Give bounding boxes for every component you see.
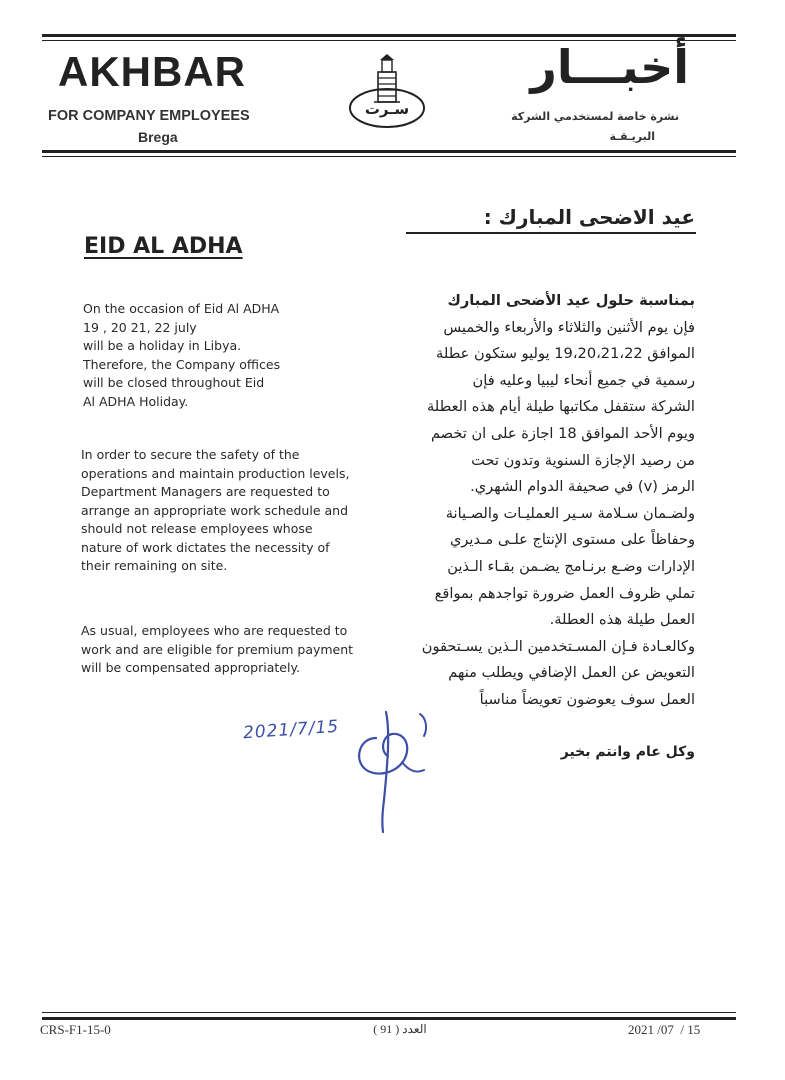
header-rule-bottom-thin xyxy=(42,156,736,157)
english-line: Department Managers are requested to xyxy=(81,484,330,499)
masthead-location-ar: البريـقـة xyxy=(609,130,655,143)
english-line: In order to secure the safety of the xyxy=(81,447,300,462)
english-line: will be closed throughout Eid xyxy=(83,375,265,390)
company-logo xyxy=(344,52,430,132)
english-line: work and are eligible for premium payment xyxy=(81,641,354,657)
footer-rule-thick xyxy=(42,1017,736,1020)
english-line: Therefore, the Company offices xyxy=(83,356,281,372)
arabic-heading: عيد الاضحى المبارك : xyxy=(483,205,695,229)
arabic-line: الإدارات وضـع برنـامج يضـمن بقـاء الـذين xyxy=(447,557,695,575)
lighthouse-logo-icon xyxy=(344,52,430,132)
english-line: On the occasion of Eid Al ADHA xyxy=(83,301,280,316)
masthead-title-en: AKHBAR xyxy=(58,48,246,95)
header-rule-top-thick xyxy=(42,34,736,37)
masthead-subtitle-en: FOR COMPANY EMPLOYEES xyxy=(48,108,250,124)
form-code: CRS-F1-15-0 xyxy=(40,1022,111,1037)
english-line: 19 , 20 21, 22 july xyxy=(83,319,197,335)
arabic-line: من رصيد الإجازة السنوية وتدون تحت xyxy=(471,451,695,469)
arabic-line: تملي ظروف العمل ضرورة تواجدهم بمواقع xyxy=(434,584,695,602)
arabic-line: ولضـمان سـلامة سـير العمليـات والصـيانة xyxy=(445,504,695,522)
logo-text: سـرت xyxy=(364,100,410,118)
arabic-line: فإن يوم الأثنين والثلاثاء والأربعاء والخميس xyxy=(443,318,695,336)
masthead-subtitle-ar: نشرة خاصة لمستخدمي الشركة xyxy=(511,110,679,123)
issue-number: العدد ( 91 ) xyxy=(373,1022,427,1036)
arabic-line: رسمية في جميع أنحاء ليبيا وعليه فإن xyxy=(472,371,695,389)
arabic-line: العمل سوف يعوضون تعويضاً مناسباً xyxy=(479,690,695,708)
english-paragraph-2 xyxy=(81,446,349,576)
masthead-title-ar: أخبـــار xyxy=(530,40,689,94)
english-line: will be compensated appropriately. xyxy=(81,660,301,675)
arabic-heading-underline xyxy=(406,232,696,234)
arabic-line: العمل طيلة هذه العطلة. xyxy=(549,611,695,629)
english-heading: EID AL ADHA xyxy=(84,234,243,259)
english-line: will be a holiday in Libya. xyxy=(83,338,242,353)
english-line: Al ADHA Holiday. xyxy=(83,393,189,409)
signature-date: 2021/7/15 xyxy=(242,716,340,744)
english-line: should not release employees whose xyxy=(81,521,313,536)
english-line: nature of work dictates the necessity of xyxy=(81,539,330,555)
english-line: operations and maintain production levels, xyxy=(81,465,350,481)
arabic-line: وحفاظاً على مستوى الإنتاج علـى مـديري xyxy=(449,531,695,549)
arabic-line: التعويض عن العمل الإضافي ويطلب منهم xyxy=(448,664,695,682)
arabic-line: بمناسبة حلول عيد الأضحى المبارك xyxy=(447,292,695,309)
footer-rule-thin xyxy=(42,1012,736,1013)
arabic-closing: وكل عام وانتم بخير xyxy=(560,744,695,760)
masthead-location-en: Brega xyxy=(138,129,178,145)
arabic-line: ويوم الأحد الموافق 18 اجازة على ان تخصم xyxy=(430,424,695,442)
english-line: their remaining on site. xyxy=(81,558,228,573)
arabic-line: وكالعـادة فـإن المسـتخدمين الـذين يسـتحقون xyxy=(421,637,695,655)
arabic-line: الرمز (v) في صحيفة الدوام الشهري. xyxy=(470,478,695,496)
english-line: arrange an appropriate work schedule and xyxy=(81,502,348,518)
english-paragraph-3 xyxy=(81,622,353,678)
arabic-line: الشركة ستقفل مكاتبها طيلة أيام هذه العطلة xyxy=(426,398,695,416)
issue-date: 2021 /07 / 15 xyxy=(628,1022,701,1037)
arabic-body xyxy=(365,288,695,714)
english-line: As usual, employees who are requested to xyxy=(81,623,348,638)
handwritten-signature-icon xyxy=(330,700,450,840)
english-paragraph-1 xyxy=(83,300,280,411)
arabic-line: الموافق 19،20،21،22 يوليو ستكون عطلة xyxy=(436,345,695,363)
header-rule-bottom-thick xyxy=(42,150,736,153)
